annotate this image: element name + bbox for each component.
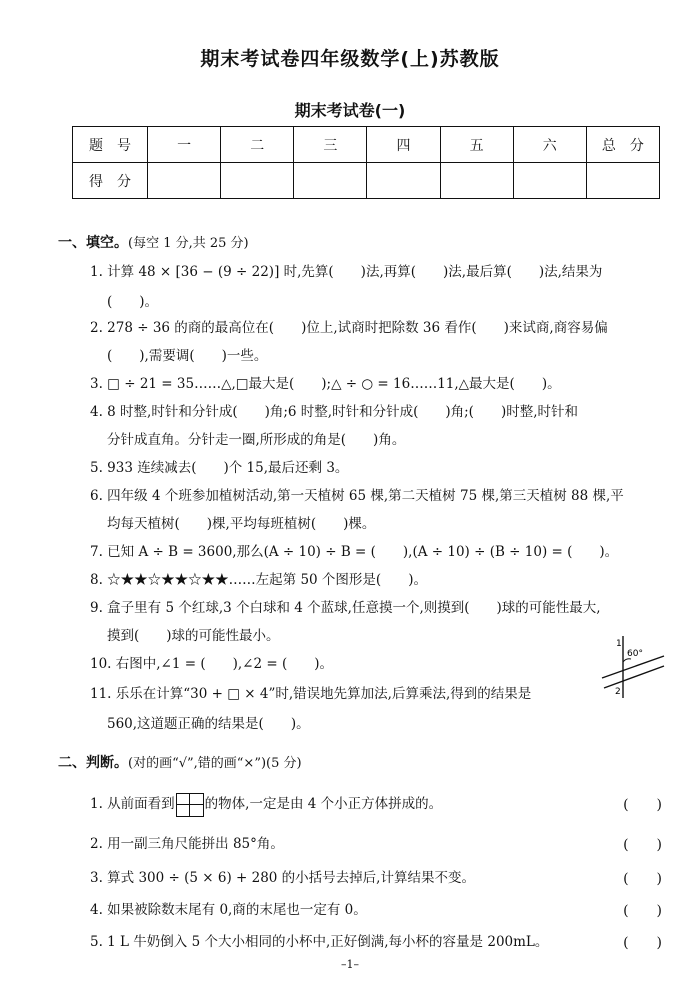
judge-item: 4. 如果被除数末尾有 0,商的末尾也一定有 0。	[90, 902, 367, 918]
question-line: 2. 278 ÷ 36 的商的最高位在( )位上,试商时把除数 36 看作( )来试商,商容易偏	[90, 320, 608, 336]
score-table-column: 五	[440, 127, 513, 163]
score-cell[interactable]	[367, 163, 440, 199]
score-cell[interactable]	[148, 163, 221, 199]
question-line: 8. ☆★★☆★★☆★★……左起第 50 个图形是( )。	[90, 572, 427, 588]
score-table-column: 三	[294, 127, 367, 163]
slanted-line-2	[604, 666, 664, 688]
answer-paren[interactable]: ( )	[623, 871, 662, 887]
score-table-row-label: 题 号	[73, 127, 148, 163]
score-table-column: 二	[221, 127, 294, 163]
score-table-column: 一	[148, 127, 221, 163]
section2-note: (对的画“√”,错的画“×”)(5 分)	[128, 756, 302, 771]
question-line: 9. 盒子里有 5 个红球,3 个白球和 4 个蓝球,任意摸一个,则摸到( )球的可能性最大,	[90, 600, 601, 616]
exam-subtitle: 期末考试卷(一)	[294, 101, 406, 120]
angle-1-label: 1	[616, 639, 622, 649]
question-line: 均每天植树( )棵,平均每班植树( )棵。	[107, 516, 376, 532]
section1-heading	[58, 232, 249, 252]
score-table-column: 六	[513, 127, 586, 163]
judge-item-text: 的物体,一定是由 4 个小正方体拼成的。	[204, 796, 443, 812]
answer-paren[interactable]: ( )	[623, 935, 662, 951]
angle-2-label: 2	[615, 687, 621, 697]
score-table-header-row	[73, 127, 660, 163]
exam-title: 期末考试卷四年级数学(上)苏教版	[200, 48, 500, 70]
page-number: –1–	[341, 958, 359, 971]
section1-title: 一、填空。	[58, 235, 128, 251]
score-cell[interactable]	[294, 163, 367, 199]
angle-figure	[598, 632, 668, 702]
angle-60-label: 60°	[627, 649, 643, 659]
question-line: 7. 已知 A ÷ B = 3600,那么(A ÷ 10) ÷ B = ( ),(A ÷ 10) ÷ (B ÷ 10) = ( )。	[90, 544, 619, 560]
question-line: 分针成直角。分针走一圈,所形成的角是( )角。	[107, 432, 406, 448]
score-table-row-label: 得 分	[73, 163, 148, 199]
question-line: 11. 乐乐在计算“30 + □ × 4”时,错误地先算加法,后算乘法,得到的结果是	[90, 686, 532, 702]
score-table-column: 四	[367, 127, 440, 163]
score-cell[interactable]	[221, 163, 294, 199]
score-table-column: 总 分	[586, 127, 659, 163]
question-line: 6. 四年级 4 个班参加植树活动,第一天植树 65 棵,第二天植树 75 棵,第三天植树 88 棵,平	[90, 488, 624, 504]
front-view-grid-icon	[176, 793, 204, 817]
judge-item: 2. 用一副三角尺能拼出 85°角。	[90, 836, 284, 852]
score-cell[interactable]	[586, 163, 659, 199]
slanted-line-1	[602, 656, 664, 678]
question-line: 3. □ ÷ 21 = 35……△,□最大是( );△ ÷ ○ = 16……11,△最大是( )。	[90, 376, 561, 392]
answer-paren[interactable]: ( )	[623, 837, 662, 853]
score-table	[72, 126, 660, 199]
judge-item: 3. 算式 300 ÷ (5 × 6) + 280 的小括号去掉后,计算结果不变。	[90, 870, 475, 886]
judge-item	[90, 792, 670, 817]
question-line: ( )。	[107, 294, 159, 310]
question-line: 560,这道题正确的结果是( )。	[107, 716, 310, 732]
question-line: 1. 计算 48 × [36 − (9 ÷ 22)] 时,先算( )法,再算( )法,最后算( )法,结果为	[90, 264, 603, 280]
score-table-score-row	[73, 163, 660, 199]
section2-heading	[58, 752, 302, 772]
judge-item: 5. 1 L 牛奶倒入 5 个大小相同的小杯中,正好倒满,每小杯的容量是 200mL。	[90, 934, 549, 950]
answer-paren[interactable]: ( )	[623, 797, 662, 813]
question-line: ( ),需要调( )一些。	[107, 348, 268, 364]
question-line: 4. 8 时整,时针和分针成( )角;6 时整,时针和分针成( )角;( )时整,时针和	[90, 404, 579, 420]
section2-title: 二、判断。	[58, 755, 128, 771]
question-line: 5. 933 连续减去( )个 15,最后还剩 3。	[90, 460, 349, 476]
score-cell[interactable]	[513, 163, 586, 199]
question-line: 10. 右图中,∠1 = ( ),∠2 = ( )。	[90, 656, 333, 672]
score-cell[interactable]	[440, 163, 513, 199]
question-line: 摸到( )球的可能性最小。	[107, 628, 280, 644]
angle-arc	[623, 659, 631, 662]
section1-note: (每空 1 分,共 25 分)	[128, 236, 249, 251]
answer-paren[interactable]: ( )	[623, 903, 662, 919]
judge-item-text: 1. 从前面看到	[90, 796, 175, 812]
